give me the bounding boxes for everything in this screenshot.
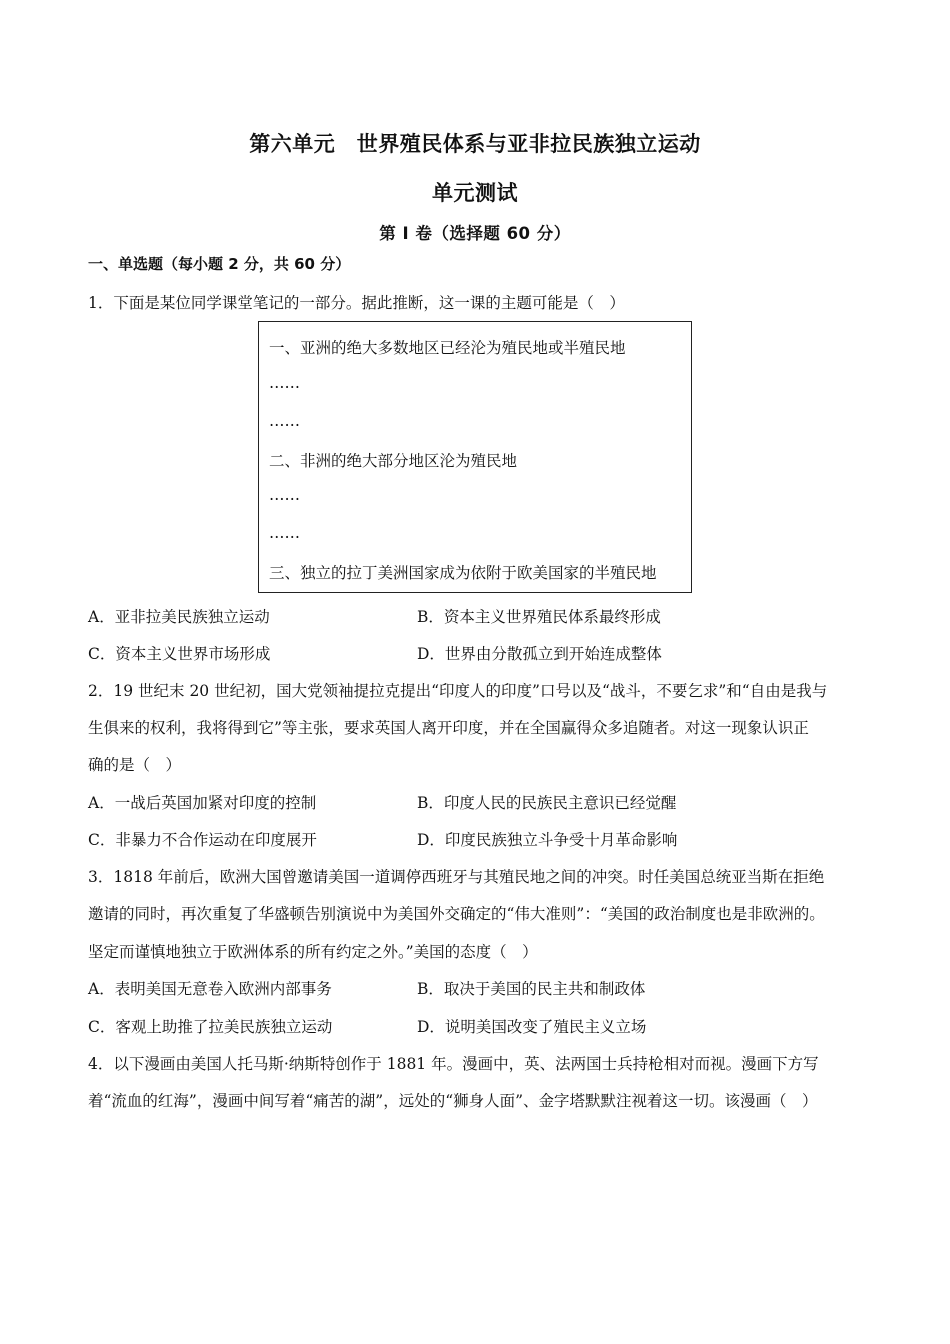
question-3-stem-line: 3．1818 年前后，欧洲大国曾邀请美国一道调停西班牙与其殖民地之间的冲突。时任美国总统亚当斯在拒绝 (88, 868, 825, 886)
question-2-option-c: C．非暴力不合作运动在印度展开 (88, 831, 317, 849)
note-line: …… (269, 486, 300, 504)
class-notes-box (258, 321, 692, 593)
note-line: …… (269, 524, 300, 542)
question-2-option-d: D．印度民族独立斗争受十月革命影响 (417, 831, 678, 849)
question-2-option-b: B．印度人民的民族民主意识已经觉醒 (417, 794, 677, 812)
note-line: 一、亚洲的绝大多数地区已经沦为殖民地或半殖民地 (269, 339, 626, 357)
question-4-stem-line: 着“流血的红海”，漫画中间写着“痛苦的湖”，远处的“狮身人面”、金字塔默默注视着这一切。该漫画（ ） (88, 1092, 818, 1110)
question-3-option-d: D．说明美国改变了殖民主义立场 (417, 1018, 647, 1036)
question-2-option-a: A．一战后英国加紧对印度的控制 (88, 794, 317, 812)
question-1-option-b: B．资本主义世界殖民体系最终形成 (417, 608, 661, 626)
question-3-stem-line: 邀请的同时，再次重复了华盛顿告别演说中为美国外交确定的“伟大准则”：“美国的政治制度也是非欧洲的。 (88, 905, 825, 923)
question-2-stem-line: 确的是（ ） (88, 756, 182, 774)
section-heading: 一、单选题（每小题 2 分，共 60 分） (88, 255, 351, 273)
page-subtitle: 单元测试 (432, 181, 518, 205)
note-line: …… (269, 412, 300, 430)
question-3-option-a: A．表明美国无意卷入欧洲内部事务 (88, 980, 332, 998)
question-3-stem-line: 坚定而谨慎地独立于欧洲体系的所有约定之外。”美国的态度（ ） (88, 943, 538, 961)
page-title: 第六单元 世界殖民体系与亚非拉民族独立运动 (249, 132, 701, 156)
question-2-stem-line: 2．19 世纪末 20 世纪初，国大党领袖提拉克提出“印度人的印度”口号以及“战斗，不要乞求”和“自由是我与 (88, 682, 828, 700)
question-3-option-c: C．客观上助推了拉美民族独立运动 (88, 1018, 333, 1036)
note-line: …… (269, 374, 300, 392)
question-1-stem: 1．下面是某位同学课堂笔记的一部分。据此推断，这一课的主题可能是（ ） (88, 294, 625, 312)
note-line: 二、非洲的绝大部分地区沦为殖民地 (269, 452, 518, 470)
question-4-stem-line: 4．以下漫画由美国人托马斯·纳斯特创作于 1881 年。漫画中，英、法两国士兵持枪相对而视。漫画下方写 (88, 1055, 819, 1073)
question-3-option-b: B．取决于美国的民主共和制政体 (417, 980, 646, 998)
note-line: 三、独立的拉丁美洲国家成为依附于欧美国家的半殖民地 (269, 564, 657, 582)
question-1-option-d: D．世界由分散孤立到开始连成整体 (417, 645, 662, 663)
question-1-option-a: A．亚非拉美民族独立运动 (88, 608, 270, 626)
question-2-stem-line: 生俱来的权利，我将得到它”等主张，要求英国人离开印度，并在全国赢得众多追随者。对这一现象认识正 (88, 719, 809, 737)
part-heading: 第 I 卷（选择题 60 分） (379, 224, 571, 243)
question-1-option-c: C．资本主义世界市场形成 (88, 645, 271, 663)
